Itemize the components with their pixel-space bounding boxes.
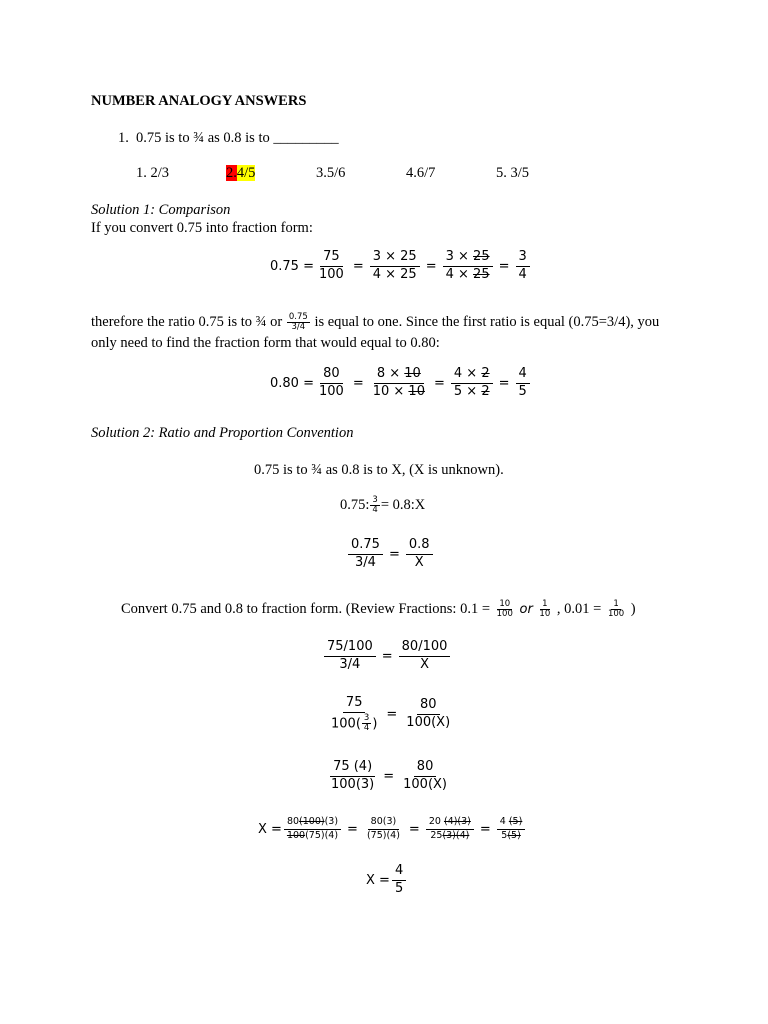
solution1-heading: Solution 1: Comparison — [91, 202, 231, 218]
prop3-inner-fraction: $\frac{3}{4}$ — [363, 712, 370, 734]
eq1-frac4: $\frac{3}{4}$ — [516, 250, 530, 283]
question-number: 1. — [118, 130, 129, 146]
prop1-frac1: $\frac{0.75}{3/4}$ — [348, 538, 383, 571]
prop2-frac2: $\frac{80/100}{X}$ — [399, 640, 451, 673]
prop3-frac1: 75 100( $\frac{3}{4}$ ) — [331, 695, 378, 734]
prop5-frac-b: $\frac{80(3)}{(75)(4)}$ — [366, 816, 400, 841]
eq2-lhs: 0.80 = — [270, 375, 314, 391]
question-text: 0.75 is to ¾ as 0.8 is to _________ — [136, 130, 339, 146]
prop5-frac-a: $\frac{80(100)(3)}{100(75)(4)}$ — [284, 817, 341, 842]
proportion-1: $\frac{0.75}{3/4}$ = $\frac{0.8}{X}$ — [346, 538, 435, 571]
final-fraction: $\frac{4}{5}$ — [392, 864, 406, 897]
solution1-paragraph-line2: only need to find the fraction form that would equal to 0.80: — [91, 335, 440, 351]
eq1-frac2: $\frac{3 \times 25}{4 \times 25}$ — [370, 250, 420, 283]
answer-marker: 2. — [226, 165, 237, 181]
option-1: 1. 2/3 — [136, 165, 170, 181]
prop5-frac-c: $\frac{20 (4)(3)}{25(3)(4)}$ — [426, 817, 474, 842]
prop3-frac2: $\frac{80}{100(X)}$ — [406, 697, 451, 731]
proportion-5: X = $\frac{80(100)(3)}{100(75)(4)}$ = $\frac{80(3)}{(75)(4)}$ = $\frac{20 (4)(3)}{25(3)(4)}$ = $\frac{4 (5)}{5(5)}$ — [258, 817, 527, 842]
eq1-frac3: $\frac{3 \times 25}{4 \times 25}$ — [443, 250, 493, 283]
solution1-intro: If you convert 0.75 into fraction form: — [91, 220, 313, 236]
prop1-frac2: $\frac{0.8}{X}$ — [406, 538, 433, 571]
final-lhs: X = — [366, 872, 390, 888]
ratio-line: 0.75: $\frac{3}{4}$ = 0.8:X — [340, 495, 426, 516]
review-frac-1-10: $\frac{1}{10}$ — [539, 599, 551, 620]
option-2 — [226, 165, 255, 182]
page-title: NUMBER ANALOGY ANSWERS — [91, 93, 307, 109]
option-5: 5. 3/5 — [496, 165, 530, 181]
option-4: 4.6/7 — [406, 165, 436, 181]
solution2-heading: Solution 2: Ratio and Proportion Convention — [91, 425, 354, 441]
eq1-lhs: 0.75 = — [270, 258, 314, 274]
proportion-4: $\frac{75 (4)}{100(3)}$ = $\frac{80}{100(X)}$ — [326, 760, 452, 793]
solution2-statement: 0.75 is to ¾ as 0.8 is to X, (X is unknown). — [254, 462, 504, 478]
prop4-frac1: $\frac{75 (4)}{100(3)}$ — [331, 759, 375, 792]
prop5-frac-d: $\frac{4 (5)}{5(5)}$ — [497, 817, 526, 842]
answer-value: 4/5 — [236, 165, 256, 181]
proportion-3: 75 100( $\frac{3}{4}$ ) = $\frac{80}{100(X)}$ — [326, 696, 455, 734]
prop4-frac2: $\frac{80}{100(X)}$ — [403, 759, 448, 792]
equation-075: 0.75 = $\frac{75}{100}$ = $\frac{3 \times 25}{4 \times 25}$ = $\frac{3 \times 25}{4 \times 25}$ = $\frac{3}{4}$ — [270, 250, 532, 283]
eq2-frac3: $\frac{4 \times 2}{5 \times 2}$ — [451, 367, 493, 400]
solution1-paragraph-line1: therefore the ratio 0.75 is to ¾ or $\frac{0.75}{3/4}$ is equal to one. Since the first ratio is equal (0.75=3/4), you — [91, 312, 660, 333]
ratio-three-quarters: $\frac{3}{4}$ — [372, 495, 378, 516]
final-answer — [366, 864, 408, 897]
eq2-frac4: $\frac{4}{5}$ — [516, 367, 530, 400]
eq2-frac2: $\frac{8 \times 10}{10 \times 10}$ — [372, 366, 425, 399]
prop2-frac1: $\frac{75/100}{3/4}$ — [324, 640, 376, 673]
proportion-2: $\frac{75/100}{3/4}$ = $\frac{80/100}{X}$ — [322, 640, 452, 673]
equation-080: 0.80 = $\frac{80}{100}$ = $\frac{8 \times 10}{10 \times 10}$ = $\frac{4 \times 2}{5 \times 2}$ = $\frac{4}{5}$ — [270, 367, 532, 400]
ratio-tiny-fraction: $\frac{0.75}{3/4}$ — [288, 312, 308, 333]
eq1-frac1: $\frac{75}{100}$ — [318, 249, 344, 282]
convert-line: Convert 0.75 and 0.8 to fraction form. (Review Fractions: 0.1 = $\frac{10}{100}$ or $\frac{1}{10}$ , 0.01 = $\frac{1}{100}$ ) — [121, 599, 636, 620]
review-frac-10-100: $\frac{10}{100}$ — [496, 599, 513, 620]
review-frac-1-100: $\frac{1}{100}$ — [607, 599, 625, 620]
eq2-frac1: $\frac{80}{100}$ — [318, 366, 344, 399]
option-3: 3.5/6 — [316, 165, 346, 181]
prop5-lhs: X = — [258, 821, 282, 837]
